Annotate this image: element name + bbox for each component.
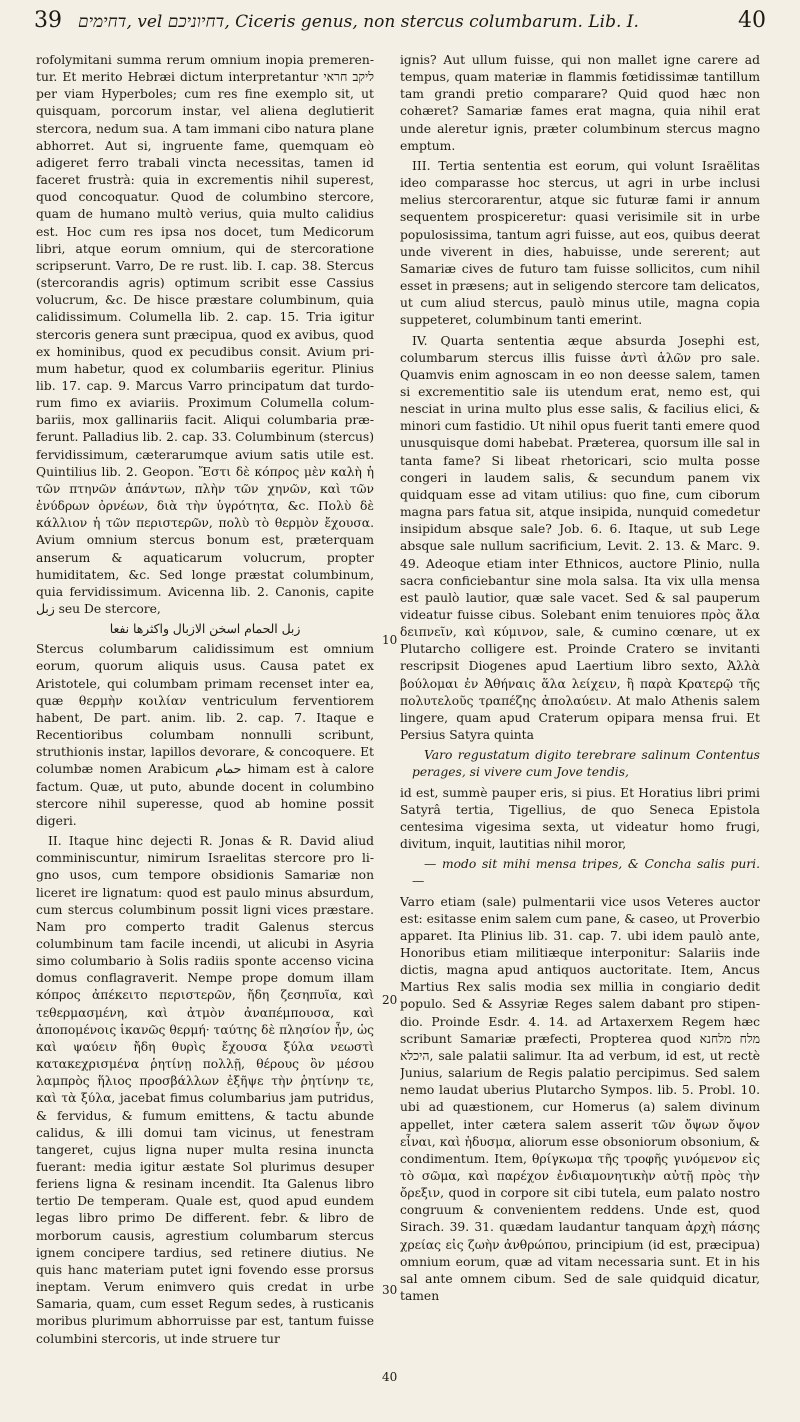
line-number-20: 20: [382, 993, 398, 1007]
left-paragraph-2-arabic: زبل الحمام اسخن الازبال واكثرها نفعا: [109, 622, 301, 637]
right-paragraph-1: ignis? Aut ullum fuisse, qui non mallet igne carere ad tempus, quam materiæ in flammis fœtidissimæ tantillum tam grandi pretio comparare? Quid quod hæc non cohæret? Samariæ fames erat magna, quia nihil erat unde aleretur ignis, præter columbinum stercus magno emptum.: [400, 53, 760, 153]
right-paragraph-2: III. Tertia sententia est eorum, qui volunt Israëlitas ideo comparasse hoc stercus, ut agri in urbe inclusi melius stercorarentur, atque sic futuræ fami ir annum sequentem prospiceretur: quasi verisimile sit in urbe populosissima, tantum agri fuisse, aut eos, quibus deerat unde viverent in dies, habuisse, unde sererent; aut Samariæ cives de futuro tam fuisse sollicitos, cum nihil esset in præsens; aut in seligendo stercore tam delicatos, ut cum aliud stercus, paulò minus utile, magna copia suppeteret, columbinum tanti emerint.: [400, 158, 760, 328]
left-column: [36, 52, 374, 1412]
right-paragraph-5: Varro etiam (sale) pulmentarii vice usos Veteres auctor est: esitasse enim salem cum pane, & caseo, ut Proverbio apparet. Ita Plinius lib. 31. cap. 7. ubi idem paulò ante, Honoribus etiam militiæque interponitur: Salariis inde dictis, magna apud antiquos auctoritate. Item, Ancus Martius Rex salis modia sex millia in congiario dedit populo. Sed & Assyriæ Reges salem dabant pro stipendio. Proinde Esdr. 4. 14. ad Artaxerxem Regem hæc scribunt Samariæ præfecti, Propterea quod מלח מלחנא היכלא, sale palatii salimur. Ita ad verbum, id est, ut rectè Junius, salarium de Regis palatio percipimus. Sed salem nemo laudat uberius Plutarcho Sympos. lib. 5. Probl. 10. ubi ad quæstionem, cur Homerus (a) salem divinum appellet, inter cætera salem asserit τῶν ὄψων ὄψον εἶναι, καὶ ἡδυσμα, aliorum esse obsoniorum obsonium, & condimentum. Item, θρίγκωμα τῆς τροφῆς γινόμενον εἰς τὸ σῶμα, καὶ παρέχον ἐνδιαμονητικὴν αὐτῇ πρὸς τὴν ὄρεξιν, quod in corpore sit cibi tutela, eum palato nostro congruum & convenientem reddens. Unde est, quod Sirach. 39. 31. quædam laudantur tanquam ἀρχὴ πάσης χρείας εἰς ζωὴν ἀνθρώπου, principium (id est, præcipua) omnium eorum, quæ ad vitam necessaria sunt. Et in his sal ante omnem cibum. Sed de sale quidquid dicatur, tamen: [400, 894, 760, 1304]
right-column: [400, 52, 760, 1412]
page-number-left: 39: [34, 8, 62, 33]
line-number-30: 30: [382, 1283, 398, 1297]
right-verse-2: — modo sit mihi mensa tripes, & Concha salis puri. —: [412, 857, 760, 889]
running-head: דחימים, vel דחיוניכם, Ciceris genus, non stercus columbarum. Lib. I.: [78, 12, 639, 32]
left-paragraph-1: rofolymitani summa rerum omnium inopia premerentur. Et merito Hebræi dictum interpretantur ליקב חראי per viam Hyperboles; cum res fine exemplo sit, ut quisquam, porcorum instar, vel aliena deglutierit stercora, nedum sua. A tam immani cibo natura plane abhorret. Aut si, ingruente fame, quemquam eò adigeret ferro trabali vincta necessitas, tamen id faceret frustrà: quia in excrementis nihil superest, quod concoquatur. Quod de columbino stercore, quam de humano multò verius, quia multo calidius est. Hoc cum res ipsa nos docet, tum Medicorum libri, atque eorum omnium, qui de stercoratione scripserunt. Varro, De re rust. lib. I. cap. 38. Stercus (stercorandis agris) optimum scribit esse Cassius volucrum, &c. De hisce præstare columbinum, quia calidissimum. Columella lib. 2. cap. 15. Tria igitur stercoris genera sunt præcipua, quod ex avibus, quod ex hominibus, quod ex pecudibus consit. Avium primum habetur, quod ex columbariis egeritur. Plinius lib. 17. cap. 9. Marcus Varro principatum dat turdorum fimo ex aviariis. Proximum Columella columbariis, mox gallinariis facit. Aliqui columbaria præferunt. Palladius lib. 2. cap. 33. Columbinum (stercus) fervidissimum, cæterarumque avium satis utile est. Quintilius lib. 2. Geopon. Ἔστι δὲ κόπρος μὲν καλὴ ἡ τῶν πτηνῶν ἁπάντων, πλὴν τῶν χηνῶν, καὶ τῶν ἐνύδρων ὀρνέων, διὰ τὴν ὑγρότητα, &c. Πολὺ δὲ κάλλιον ἡ τῶν περιστερῶν, πολὺ τὸ θερμὸν ἔχουσα. Avium omnium stercus bonum est, præterquam anserum & aquaticarum volucrum, propter humiditatem, &c. Sed longe præstat columbinum, quia fervidissimum. Avicenna lib. 2. Canonis, capite زبل seu De stercore,: [36, 53, 374, 616]
left-paragraph-3: Stercus columbarum calidissimum est omnium eorum, quorum aliquis usus. Causa patet ex Aristotele, qui columbam primam recenset inter ea, quæ θερμὴν κοιλίαν ventriculum ferventiorem habent, De part. anim. lib. 2. cap. 7. Itaque e Recentioribus columbam nonnulli scribunt, struthionis instar, lapillos devorare, & concoquere. Et columbæ nomen Arabicum حمام himam est à calore factum. Quæ, ut puto, abunde docent in columbino stercore nihil superesse, quod ab homine possit digeri.: [36, 642, 374, 828]
line-number-40: 40: [382, 1370, 398, 1384]
line-number-10: 10: [382, 633, 398, 647]
right-verse-1: Varo regustatum digito terebrare salinum Contentus perages, si vivere cum Jove tendis,: [412, 748, 760, 780]
right-paragraph-3: IV. Quarta sententia æque absurda Josephi est, columbarum stercus illis fuisse ἀντὶ ἁλῶν pro sale. Quamvis enim agnoscam in eo non deesse salem, tamen si excrementitio sale iis utendum erat, nemo est, qui nesciat in urina multo plus esse salis, & facilius elici, & minori cum fastidio. Ut nihil opus fuerit tanti emere quod unusquisque domi habebat. Præterea, quorsum ille sal in tanta fame? Si libeat rhetoricari, scio multa posse congeri in laudem salis, & secundum panem vix quidquam esse ad vitam utilius: quo fine, cum ciborum magna pars fatua sit, atque insipida, nunquid comedetur insipidum absque sale? Job. 6. 6. Itaque, ut sub Lege absque sale nullum sacrificium, Levit. 2. 13. & Marc. 9. 49. Adeoque etiam inter Ethnicos, auctore Plinio, nulla sacra conficiebantur sine mola salsa. Ita vix ulla mensa est paulò lautior, quæ sale vacet. Sed & sal pauperum videatur fuisse cibus. Solebant enim tenuiores πρὸς ἅλα δειπνεῖν, καὶ κύμινον, sale, & cumino cœnare, ut ex Plutarcho colligere est. Proinde Cratero se invitanti rescripsit Diogenes apud Laertium libro sexto, Ἀλλὰ βούλομαι ἐν Ἀθήναις ἅλα λείχειν, ἢ παρὰ Κρατερῷ τῆς πολυτελοῦς τραπέζης ἀπολαύειν. At malo Athenis salem lingere, quam apud Craterum opipara mensa frui. Et Persius Satyra quinta: [400, 333, 760, 743]
right-paragraph-4: id est, summè pauper eris, si pius. Et Horatius libri primi Satyrâ tertia, Tigellius, de quo Seneca Epistola centesima vigesima sexta, ut videatur homo frugi, divitum, inquit, lautitias nihil moror,: [400, 785, 760, 852]
left-paragraph-4: II. Itaque hinc dejecti R. Jonas & R. David aliud comminiscuntur, nimirum Israelitas stercore pro ligno usos, cum tempore obsidionis Samariæ non liceret ire lignatum: quod est paulo minus absurdum, cum stercus columbinum possit ligni vices præstare. Nam pro comperto tradit Galenus stercus columbinum tam facile incendi, ut alicubi in Asyria simo columbario à Solis radiis sponte accenso vicina domus conflagraverit. Nempe prope domum illam κόπρος ἀπέκειτο περιστερῶν, ἤδη ζεσηπυῖα, καὶ τεθερμασμένη, καὶ ἀτμὸν ἀναπέμπουσα, καὶ ἀποπομένοις ἱκανῶς θερμή· ταύτης δὲ πλησίον ἦν, ὡς καὶ ψαύειν ἤδη θυρὶς ἔχουσα ξύλα νεωστὶ κατακεχρισμένα ῥητίνῃ πολλῇ, θέρους ὂν μέσου λαμπρὸς ἥλιος προσβάλλων ἐξῆψε τὴν ῥητίνην τε, καὶ τὰ ξύλα, jacebat fimus columbarius jam putridus, & fervidus, & fumum emittens, & tactu abunde calidus, & illi domui tam vicinus, ut fenestram tangeret, cujus ligna nuper multa resina inuncta fuerant: media igitur æstate Sol plurimus desuper feriens ligna & resinam incendit. Ita Galenus libro tertio De temperam. Quale est, quod apud eundem legas libro primo De different. febr. & libro de morborum causis, agrestium columbarum stercus ignem concipere tardius, sed retinere diutius. Ne quis hanc materiam putet igni fovendo esse prorsus ineptam. Verum enimvero quis credat in urbe Samaria, quam, cum esset Regum sedes, à rusticanis moribus plurimum abhorruisse par est, tantum fuisse columbini stercoris, ut inde struere tur: [36, 834, 374, 1346]
page-number-right: 40: [738, 8, 766, 33]
